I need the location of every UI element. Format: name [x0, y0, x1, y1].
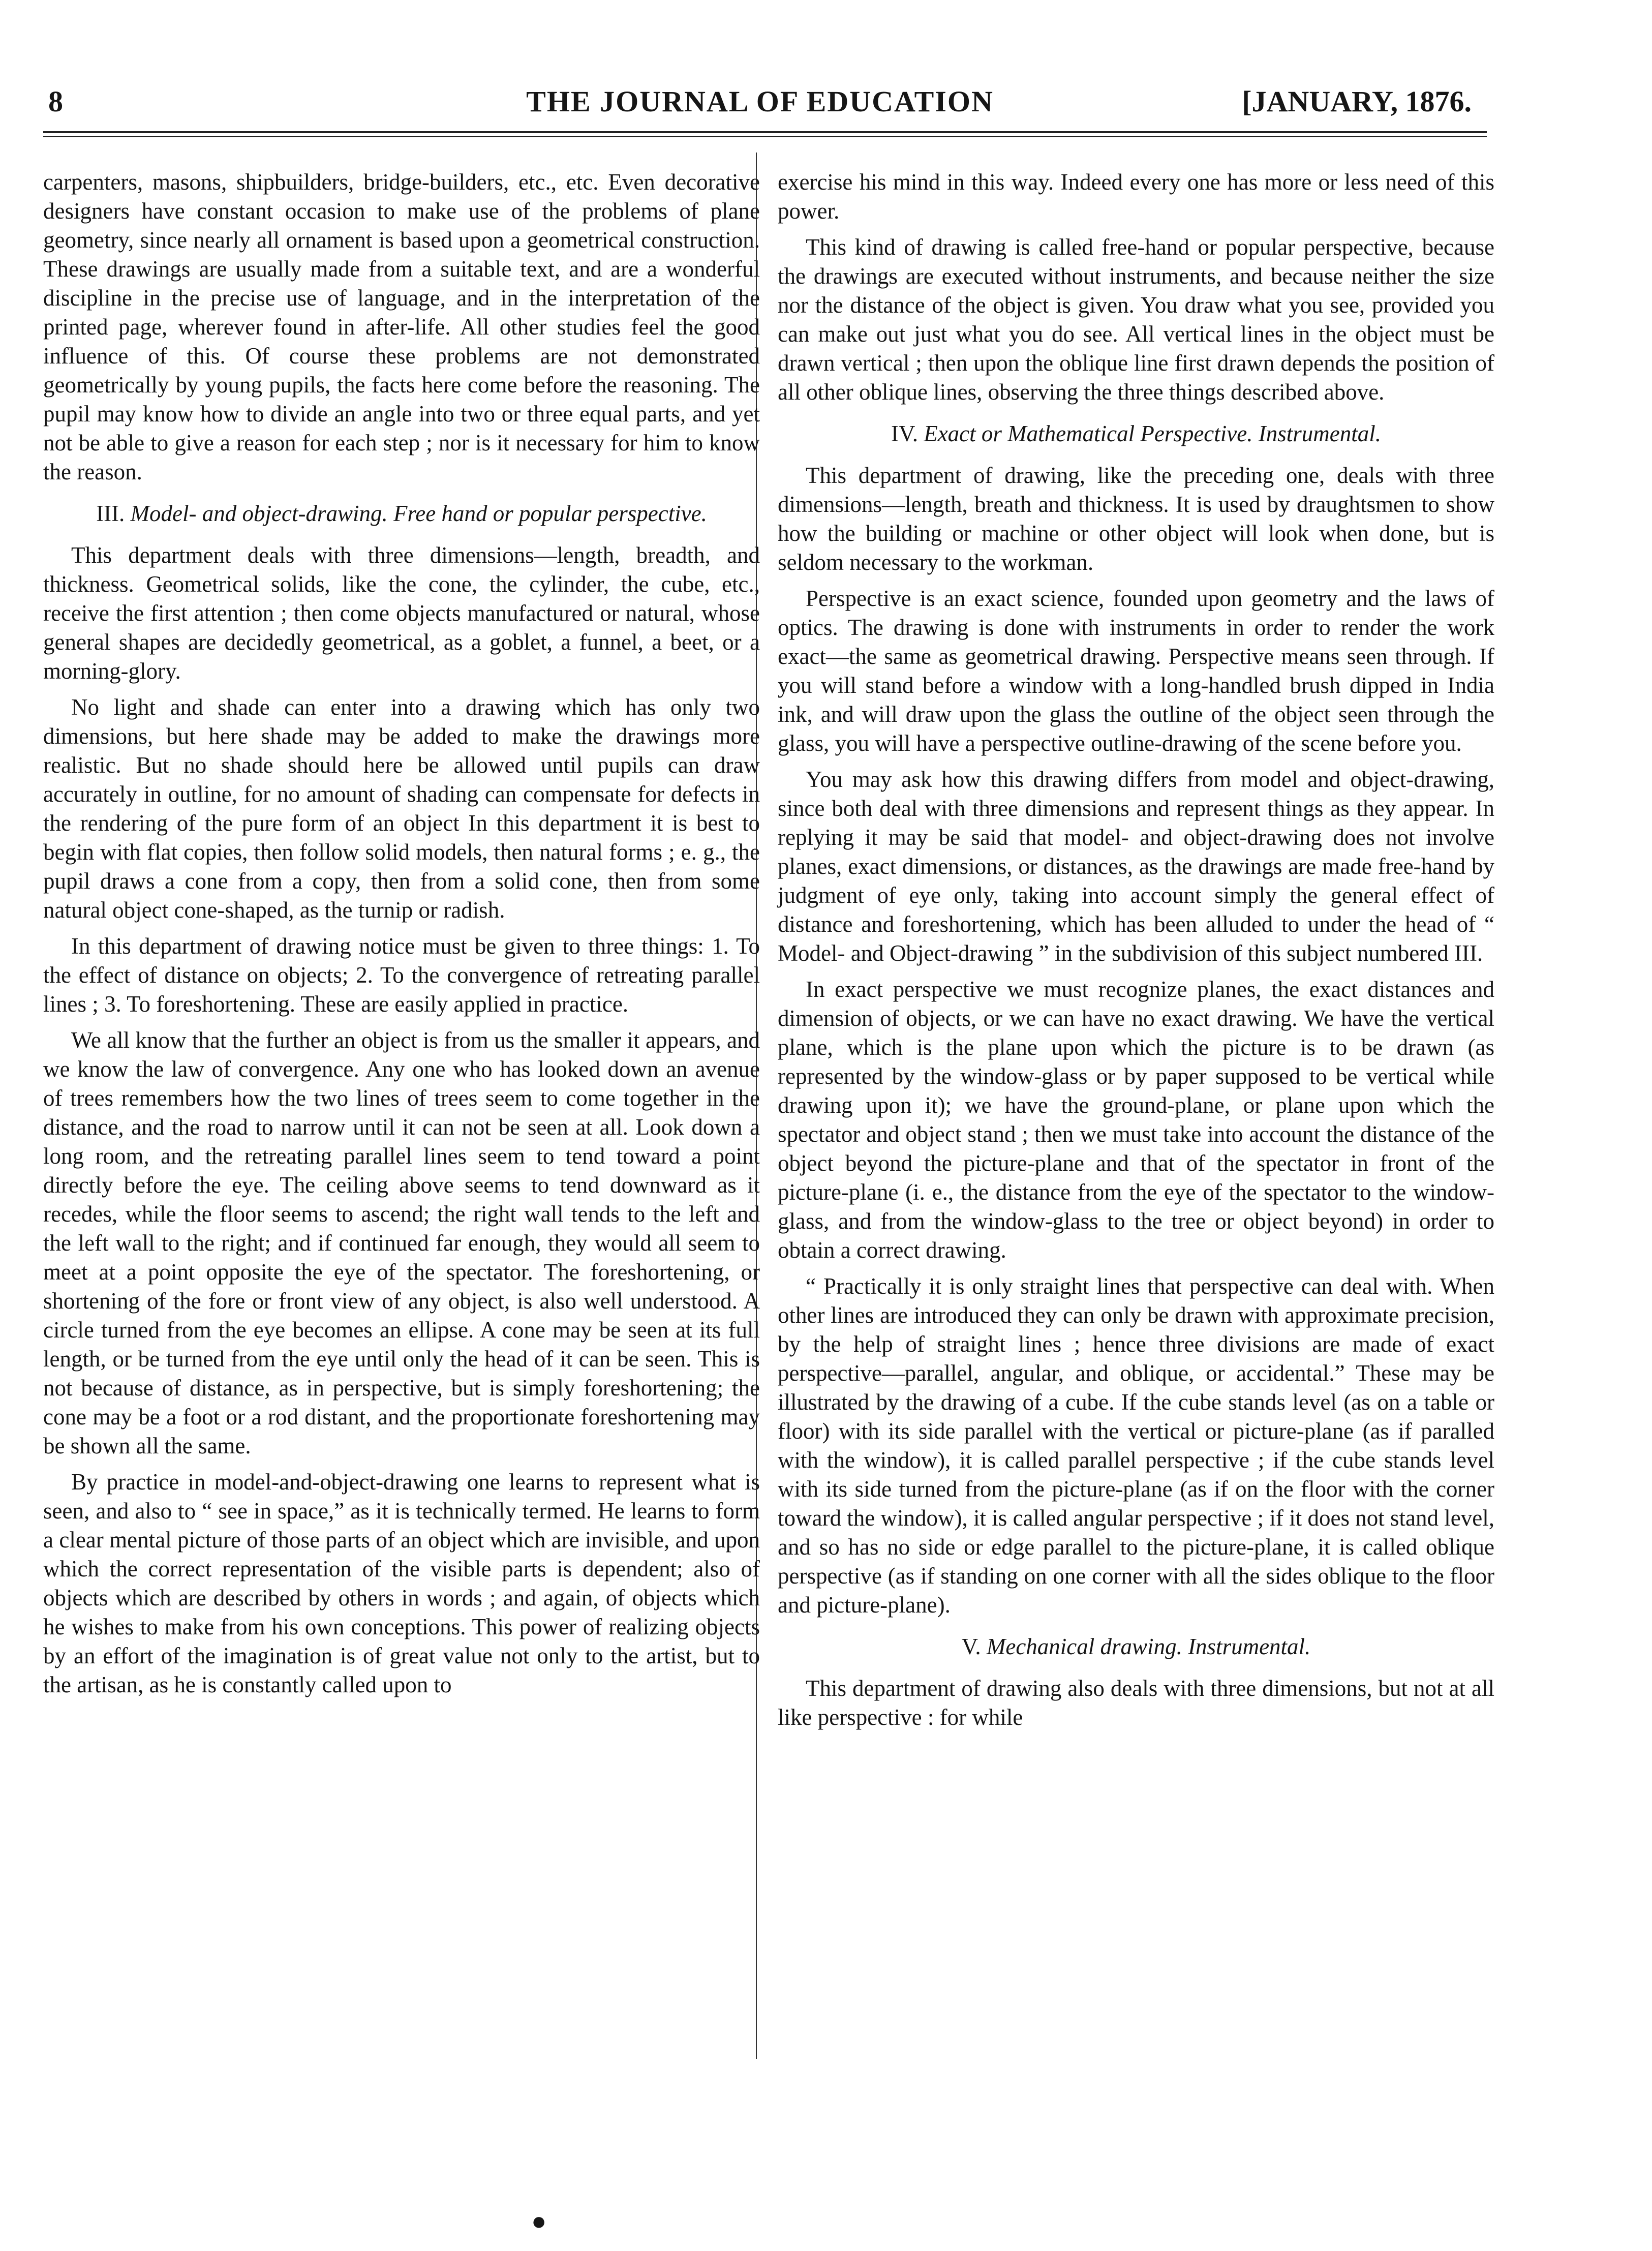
issue-date: [JANUARY, 1876.	[1242, 85, 1472, 118]
section-heading-iii	[43, 500, 760, 528]
paragraph: Perspective is an exact science, founded upon geometry and the laws of optics. The drawing is done with instruments in order to render the work exact—the same as geometrical drawing. Perspective means seen through. If you will stand before a window with a long-handled brush dipped in India ink, and will draw upon the glass the outline of the object seen through the glass, you will have a perspective outline-drawing of the scene before you.	[778, 586, 1494, 756]
ink-mark-icon: ●	[531, 2207, 547, 2235]
section-number: V.	[961, 1634, 981, 1659]
section-title: Model- and object-drawing. Free hand or popular perspective.	[130, 501, 707, 526]
paragraph: This department of drawing also deals with three dimensions, but not at all like perspective : for while	[778, 1676, 1494, 1730]
paragraph: By practice in model-and-object-drawing one learns to represent what is seen, and also to “ see in space,” as it is technically termed. He learns to form a clear mental picture of those parts of an object which are invisible, and upon which the correct representation of the visible parts is dependent; also of objects which are described by others in words ; and again, of objects which he wishes to make from his own conceptions. This power of realizing objects by an effort of the imagination is of great value not only to the artist, but to the artisan, as he is constantly called upon to	[43, 1469, 760, 1697]
paragraph: This department deals with three dimensions—length, breadth, and thickness. Geometrical solids, like the cone, the cylinder, the cube, etc., receive the first attention ; then come objects manufactured or natural, whose general shapes are decidedly geometrical, as a goblet, a funnel, a beet, or a morning-glory.	[43, 542, 760, 684]
paragraph: “ Practically it is only straight lines that perspective can deal with. When other lines are introduced they can only be drawn with approximate precision, by the help of straight lines ; hence three divisions are made of exact perspective—parallel, angular, and oblique, or accidental.” These may be illustrated by the drawing of a cube. If the cube stands level (as on a table or floor) with its side parallel with the vertical or picture-plane (as if paralled with the window), it is called parallel perspective ; if the cube stands level with its side turned from the picture-plane (as if on the floor with the corner toward the window), it is called angular perspective ; if it does not stand level, and so has no side or edge parallel to the picture-plane, it is called oblique perspective (as if standing on one corner with all the sides oblique to the floor and picture-plane).	[778, 1273, 1494, 1618]
paragraph: This department of drawing, like the preceding one, deals with three dimensions—length, breath and thickness. It is used by draughtsmen to show how the building or machine or other object will look when done, but is seldom necessary to the workman.	[778, 463, 1494, 575]
left-column	[43, 168, 760, 1707]
right-column	[778, 168, 1494, 1739]
paragraph: This kind of drawing is called free-hand or popular perspective, because the drawings are executed without instruments, and because neither the size nor the distance of the object is given. You draw what you see, provided you can make out just what you do see. All vertical lines in the object must be drawn vertical ; then upon the oblique line first drawn depends the position of all other oblique lines, observing the three things described above.	[778, 234, 1494, 405]
paragraph: You may ask how this drawing differs from model and object-drawing, since both deal with three dimensions and represent things as they appear. In replying it may be said that model- and object-drawing does not involve planes, exact dimensions, or distances, as the drawings are made free-hand by judgment of eye only, taking into account simply the general effect of distance and foreshortening, which has been alluded to under the head of “ Model- and Object-drawing ” in the subdivision of this subject numbered III.	[778, 767, 1494, 966]
section-number: III.	[96, 501, 125, 526]
paragraph: exercise his mind in this way. Indeed every one has more or less need of this power.	[778, 169, 1494, 224]
paragraph: We all know that the further an object is from us the smaller it appears, and we know the law of convergence. Any one who has looked down an avenue of trees remembers how the two lines of trees seem to come together in the distance, and the road to narrow until it can not be seen at all. Look down a long room, and the retreating parallel lines seem to tend toward a point directly before the eye. The ceiling above seems to tend downward as it recedes, while the floor seems to ascend; the right wall tends to the left and the left wall to the right; and if continued far enough, they would all seem to meet at a point opposite the eye of the spectator. The foreshortening, or shortening of the fore or front view of any object, is also well understood. A circle turned from the eye becomes an ellipse. A cone may be seen at its full length, or be turned from the eye until only the head of it can be seen. This is not because of distance, as in perspective, but is simply foreshortening; the cone may be a foot or a rod distant, and the proportionate foreshortening may be shown all the same.	[43, 1027, 760, 1458]
paragraph: No light and shade can enter into a drawing which has only two dimensions, but here shade may be added to make the drawings more realistic. But no shade should here be allowed until pupils can draw accurately in outline, for no amount of shading can compensate for defects in the rendering of the pure form of an object In this department it is best to begin with flat copies, then follow solid models, then natural forms ; e. g., the pupil draws a cone from a copy, then from a solid cone, then from some natural object cone-shaped, as the turnip or radish.	[43, 694, 760, 923]
paragraph: carpenters, masons, shipbuilders, bridge-builders, etc., etc. Even decorative designers have constant occasion to make use of the problems of plane geometry, since nearly all ornament is based upon a geometrical construction. These drawings are usually made from a suitable text, and are a wonderful discipline in the precise use of language, and in the interpretation of the printed page, wherever found in after-life. All other studies feel the good influence of this. Of course these problems are not demonstrated geometrically by young pupils, the facts here come before the reasoning. The pupil may know how to divide an angle into two or three equal parts, and yet not be able to give a reason for each step ; nor is it necessary for him to know the reason.	[43, 169, 760, 484]
section-heading-iv	[778, 420, 1494, 448]
section-title: Exact or Mathematical Perspective. Instrumental.	[924, 421, 1381, 446]
paragraph: In exact perspective we must recognize planes, the exact distances and dimension of objects, or we can have no exact drawing. We have the vertical plane, which is the plane upon which the picture is to be drawn (as represented by the window-glass or by paper supposed to be vertical while drawing upon it); we have the ground-plane, or plane upon which the spectator and object stand ; then we must take into account the distance of the object beyond the picture-plane and that of the spectator in front of the picture-plane (i. e., the distance from the eye of the spectator to the window-glass, and from the window-glass to the tree or object beyond) in order to obtain a correct drawing.	[778, 977, 1494, 1263]
running-header	[48, 81, 1472, 122]
header-rule-thin	[43, 136, 1487, 137]
section-number: IV.	[891, 421, 918, 446]
page-number: 8	[48, 85, 63, 118]
section-title: Mechanical drawing. Instrumental.	[986, 1634, 1311, 1659]
header-rule-thick	[43, 131, 1487, 133]
journal-title: THE JOURNAL OF EDUCATION	[526, 85, 994, 118]
paragraph: In this department of drawing notice must be given to three things: 1. To the effect of distance on objects; 2. To the convergence of retreating parallel lines ; 3. To foreshortening. These are easily applied in practice.	[43, 933, 760, 1017]
section-heading-v	[778, 1633, 1494, 1661]
